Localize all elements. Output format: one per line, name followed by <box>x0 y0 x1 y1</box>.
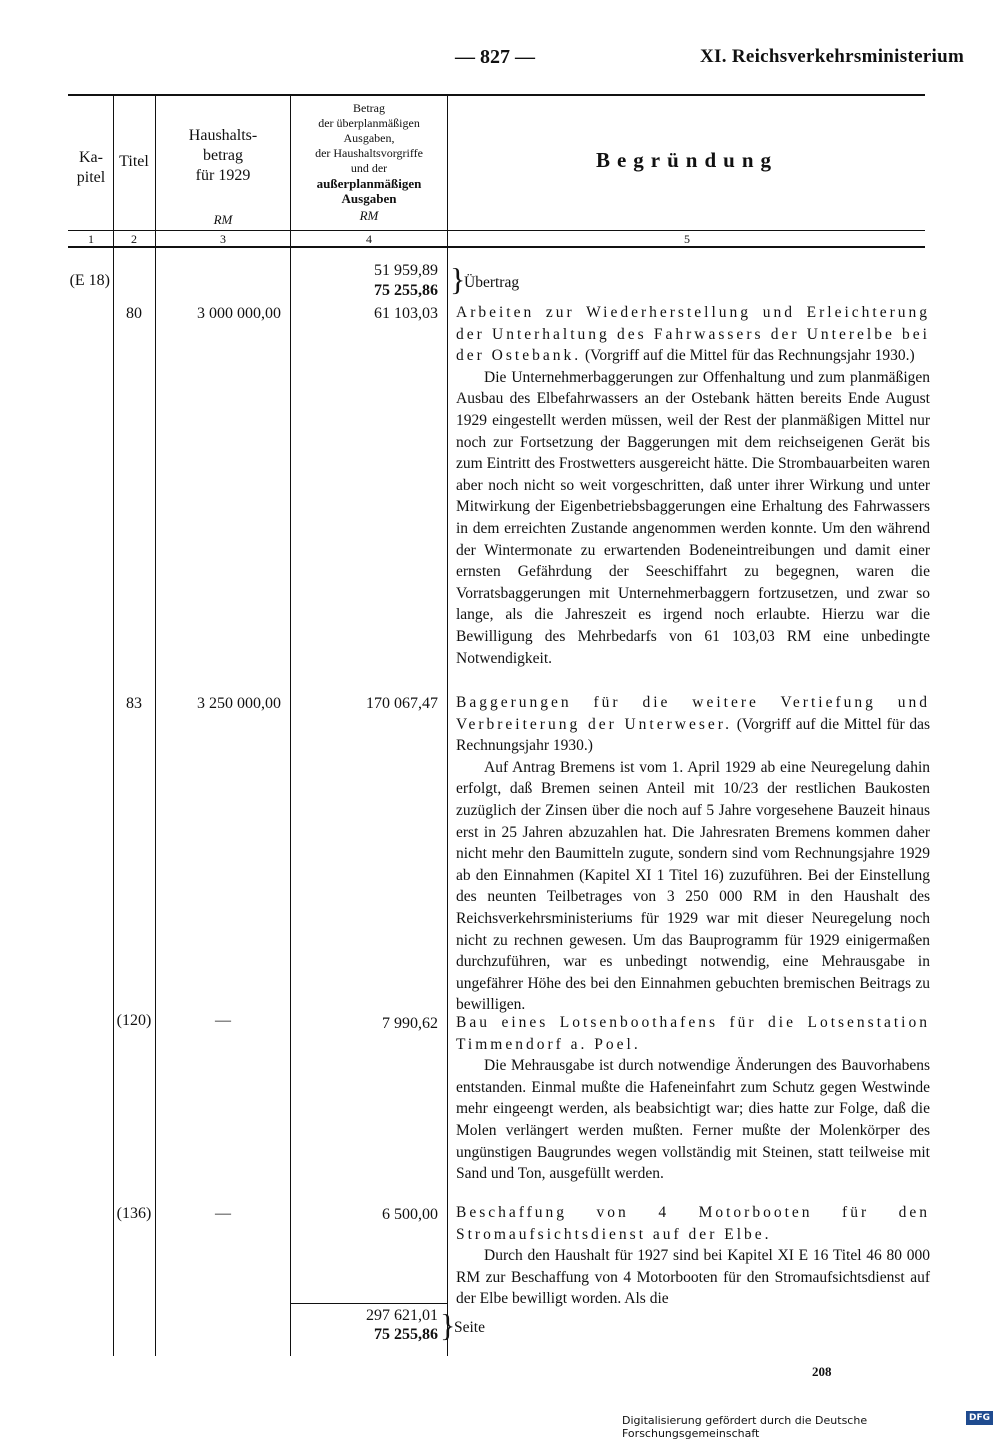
table-top-rule <box>68 94 925 96</box>
entry-2-text <box>456 692 930 1016</box>
header-betrag-unit: RM <box>359 208 379 223</box>
total-rule <box>291 1303 447 1304</box>
entry-2-haushalt: 3 250 000,00 <box>197 695 281 712</box>
col-divider-2 <box>155 96 156 1356</box>
header-haushalt: Haushalts- betrag für 1929 <box>188 127 258 184</box>
entry-4-body: Durch den Haushalt für 1927 sind bei Kapitel XI E 16 Titel 46 80 000 RM zur Beschaffung von 4 Motorbooten für den Stromaufsichtsdienst auf der Elbe bewilligt worden. Als die <box>456 1247 930 1308</box>
entry-3-heading: Bau eines Lotsenboothafens für die Lotsenstation Timmendorf a. Poel. <box>456 1014 930 1053</box>
colnum-1: 1 <box>88 232 94 246</box>
entry-3-haushalt: — <box>215 1012 231 1029</box>
header-betrag <box>292 101 446 223</box>
entry-1-heading: Arbeiten zur Wiederherstellung und Erleichterung der Unterhaltung des Fahrwassers der Unterelbe bei der Ostebank. <box>456 304 930 365</box>
entry-2-body: Auf Antrag Bremens ist vom 1. April 1929 ab eine Neuregelung dahin erfolgt, daß Bremen seinen Anteil mit 10/23 der restlichen Baukosten zuzüglich der Zinsen über die noch auf 5 Jahre vorgesehene Bauzeit hinaus erst in 25 Jahren abzuzahlen hat. Die Jahresraten Bremens kommen daher nicht mehr den Baumitteln zugute, sondern sind vom Rechnungsjahre 1929 ab den Einnahmen (Kapitel XI 1 Titel 16) zuzuführen. Bei der Einstellung des neunten Teilbetrages von 3 250 000 RM in den Haushalt des Reichsverkehrsministeriums für 1929 war mit dieser Neuregelung noch nicht zu rechnen gewesen. Um das Bauprogramm für 1929 einigermaßen durchzuführen, war es unbedingt notwendig, eine Mehrausgabe in ungefährer Höhe des bei den Einnahmen gebuchten bremischen Beitrags zu bewilligen. <box>456 758 930 1014</box>
sheet-number: 208 <box>812 1364 832 1379</box>
header-betrag-line-3: Ausgaben, <box>343 131 395 145</box>
header-betrag-line-1: Betrag <box>353 101 385 115</box>
colnum-2: 2 <box>131 232 137 246</box>
colnum-3: 3 <box>220 232 226 246</box>
header-betrag-bold: außerplanmäßigen Ausgaben <box>316 176 422 206</box>
entry-4-haushalt: — <box>215 1205 231 1222</box>
header-begruendung: Begründung <box>595 148 779 172</box>
entry-3-titel: (120) <box>116 1012 152 1029</box>
header-haushalt-unit: RM <box>213 212 233 227</box>
entry-2-betrag: 170 067,47 <box>366 695 438 712</box>
entry-1-heading-note: (Vorgriff auf die Mittel für das Rechnungsjahr 1930.) <box>584 347 915 365</box>
col-divider-3 <box>290 96 291 1356</box>
carry-brace: } <box>450 261 466 297</box>
entry-3-text <box>456 1012 930 1185</box>
entry-3-body: Die Mehrausgabe ist durch notwendige Änderungen des Bauvorhabens entstanden. Einmal mußte die Hafeneinfahrt zum Schutz gegen Westwinde mehr eingeengt werden, als beabsichtigt war; dies hatte zur Folge, daß die Molen verlängert werden mußten. Ferner mußte der Molenkörper des ungünstigen Baugrundes wegen vollständig mit Steinen, statt teilweise mit Sand und Ton, ausgefüllt werden. <box>456 1057 930 1183</box>
header-betrag-line-4: der Haushaltsvorgriffe <box>315 146 423 160</box>
carry-kapitel: (E 18) <box>69 272 110 289</box>
entry-2-heading: Baggerungen für die weitere Vertiefung und Verbreiterung der Unterweser. <box>456 694 930 733</box>
carry-value-2: 75 255,86 <box>374 282 438 299</box>
entry-1-text <box>456 302 930 669</box>
dfg-logo: DFG <box>966 1411 993 1425</box>
digitization-credit: Digitalisierung gefördert durch die Deutsche Forschungsgemeinschaft <box>622 1414 868 1440</box>
colnum-4: 4 <box>366 232 372 246</box>
entry-4-titel: (136) <box>116 1205 152 1222</box>
entry-4-betrag: 6 500,00 <box>382 1206 438 1223</box>
header-betrag-line-5: und der <box>350 161 388 175</box>
carry-label: Übertrag <box>464 274 520 291</box>
entry-4-text <box>456 1202 930 1310</box>
col-divider-4 <box>447 96 448 1356</box>
entry-1-body: Die Unternehmerbaggerungen zur Offenhaltung und zum planmäßigen Ausbau des Elbefahrwassers an der Ostebank hätten bereits Ende August 1929 eingestellt werden müssen, weil der Rest der planmäßigen Mittel nur noch zur Fortsetzung der Baggerungen mit dem reichseigenen Gerät bis zum Eintritt des Frostwetters ausgereicht hätte. Die Strombauarbeiten waren aber noch nicht so weit vorgeschritten, daß unter ihrer Wirkung und unter Mitwirkung der Eigenbetriebsbaggerungen eine Erhaltung des Fahrwassers in dem erreichten Zustande angenommen werden konnte. Um den während der Wintermonate zu erwartenden Bodeneintreibungen und damit einer ernsten Gefährdung der Seeschiffahrt zu begegnen, waren die Vorratsbaggerungen mit Unternehmerbaggern fortzusetzen, und zwar so lange, als die Jahreszeit es irgend noch erlaubte. Hierzu war die Bewilligung des Mehrbedarfs von 61 103,03 RM eine unbedingte Notwendigkeit. <box>456 368 930 667</box>
entry-1-haushalt: 3 000 000,00 <box>197 305 281 322</box>
running-head: XI. Reichsverkehrsministerium <box>700 46 965 67</box>
total-label: Seite <box>454 1319 485 1336</box>
total-value-2: 75 255,86 <box>374 1326 438 1343</box>
page-number: — 827 — <box>455 46 535 68</box>
colnum-5: 5 <box>684 232 690 246</box>
total-brace: } <box>440 1307 456 1343</box>
entry-1-betrag: 61 103,03 <box>374 305 438 322</box>
carry-value-1: 51 959,89 <box>374 262 438 279</box>
total-value-1: 297 621,01 <box>366 1307 438 1324</box>
entry-3-betrag: 7 990,62 <box>382 1015 438 1032</box>
entry-2-titel: 83 <box>126 695 142 712</box>
header-betrag-line-2: der überplanmäßigen <box>318 116 420 130</box>
col-divider-1 <box>113 96 114 1356</box>
entry-1-titel: 80 <box>126 305 142 322</box>
header-kapitel: Ka- pitel <box>76 149 106 186</box>
entry-2-heading-note: (Vorgriff auf die Mittel für das Rechnungsjahr 1930.) <box>456 715 931 755</box>
header-titel: Titel <box>119 153 149 170</box>
entry-4-heading: Beschaffung von 4 Motorbooten für den Stromaufsichtsdienst auf der Elbe. <box>456 1204 930 1243</box>
header-bottom-rule <box>68 230 925 231</box>
